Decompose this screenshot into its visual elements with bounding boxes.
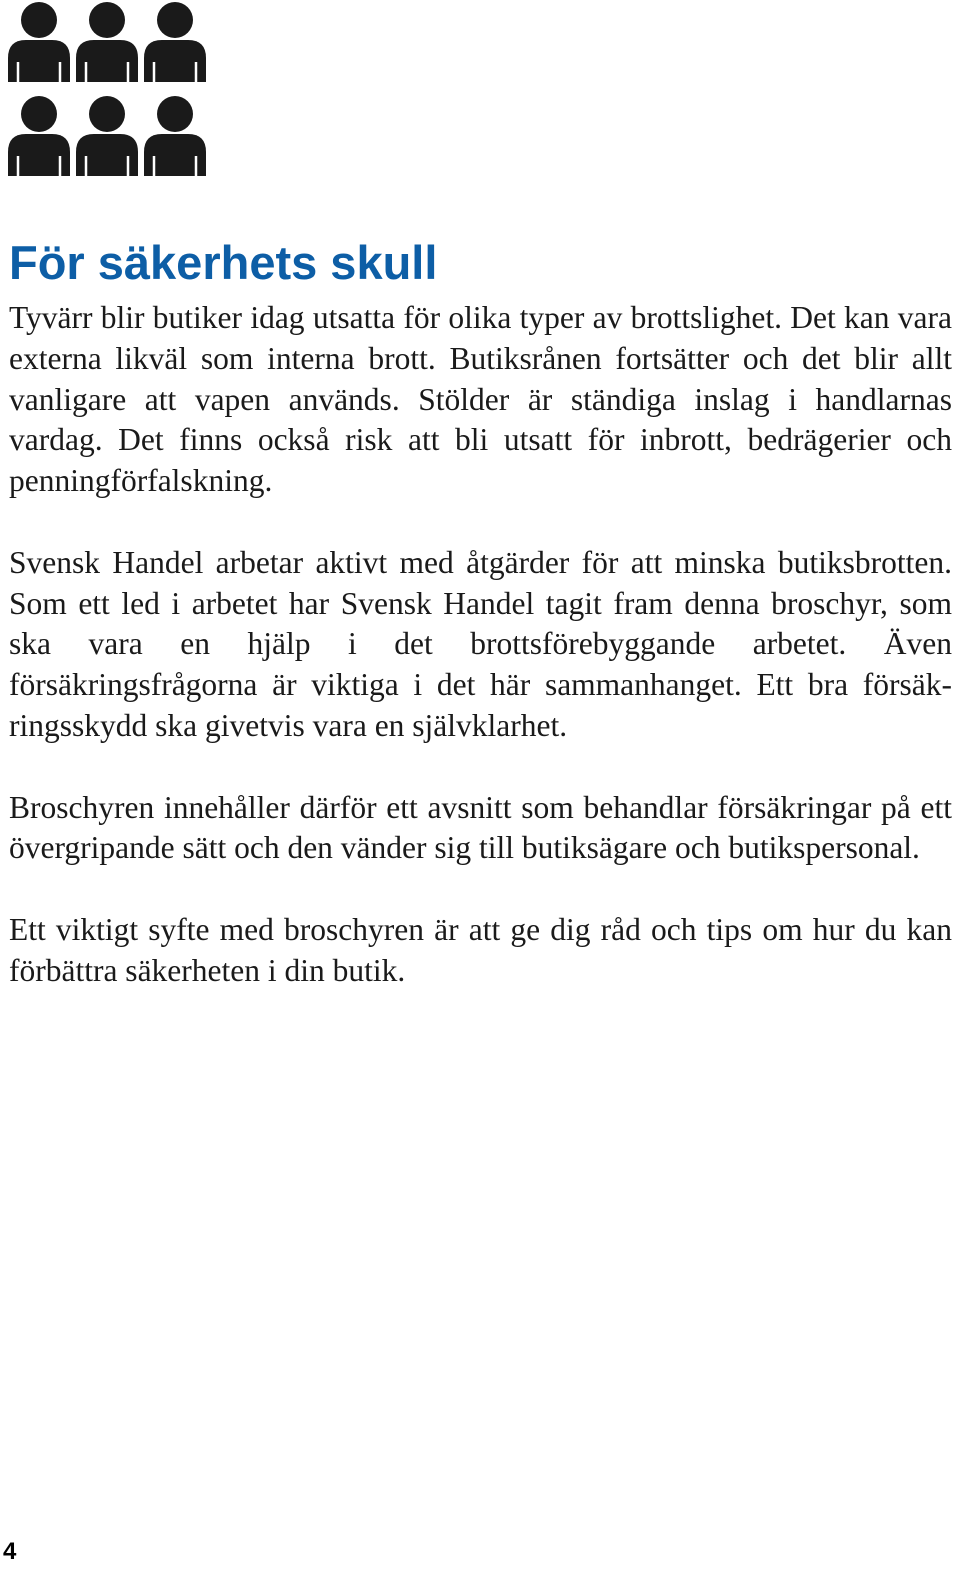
paragraph-purpose: Ett viktigt syfte med broschyren är att ge dig råd och tips om hur du kan förbättra säkerheten i din butik.	[9, 911, 952, 988]
people-group-icon	[6, 0, 208, 178]
page-heading: För säkerhets skull	[9, 236, 438, 289]
paragraph-intro: Tyvärr blir butiker idag utsatta för olika typer av brottslighet. Det kan vara externa likväl som interna brott. Butiksrånen fortsätter och det blir allt vanligare att vapen används. Stölder är ständiga inslag i handlarnas vardag. Det finns också risk att bli utsatt för inbrott, bedrägerier och penningförfalskning.	[9, 300, 952, 499]
page-number: 4	[3, 1538, 17, 1565]
paragraph-insurance: Broschyren innehåller därför ett avsnitt som behandlar försäkringar på ett övergripande sätt och den vänder sig till butiksägare och butikspersonal.	[9, 789, 952, 866]
paragraph-svensk-handel: Svensk Handel arbetar aktivt med åtgärder för att minska butiksbrotten. Som ett led i arbetet har Svensk Handel tagit fram denna broschyr, som ska vara en hjälp i det brottsförebyggande arbetet. Även försäkringsfrågorna är viktiga i det här sammanhanget. Ett bra försäkringsskydd ska givetvis vara en självklarhet.	[9, 544, 952, 743]
body-text	[9, 298, 952, 1032]
